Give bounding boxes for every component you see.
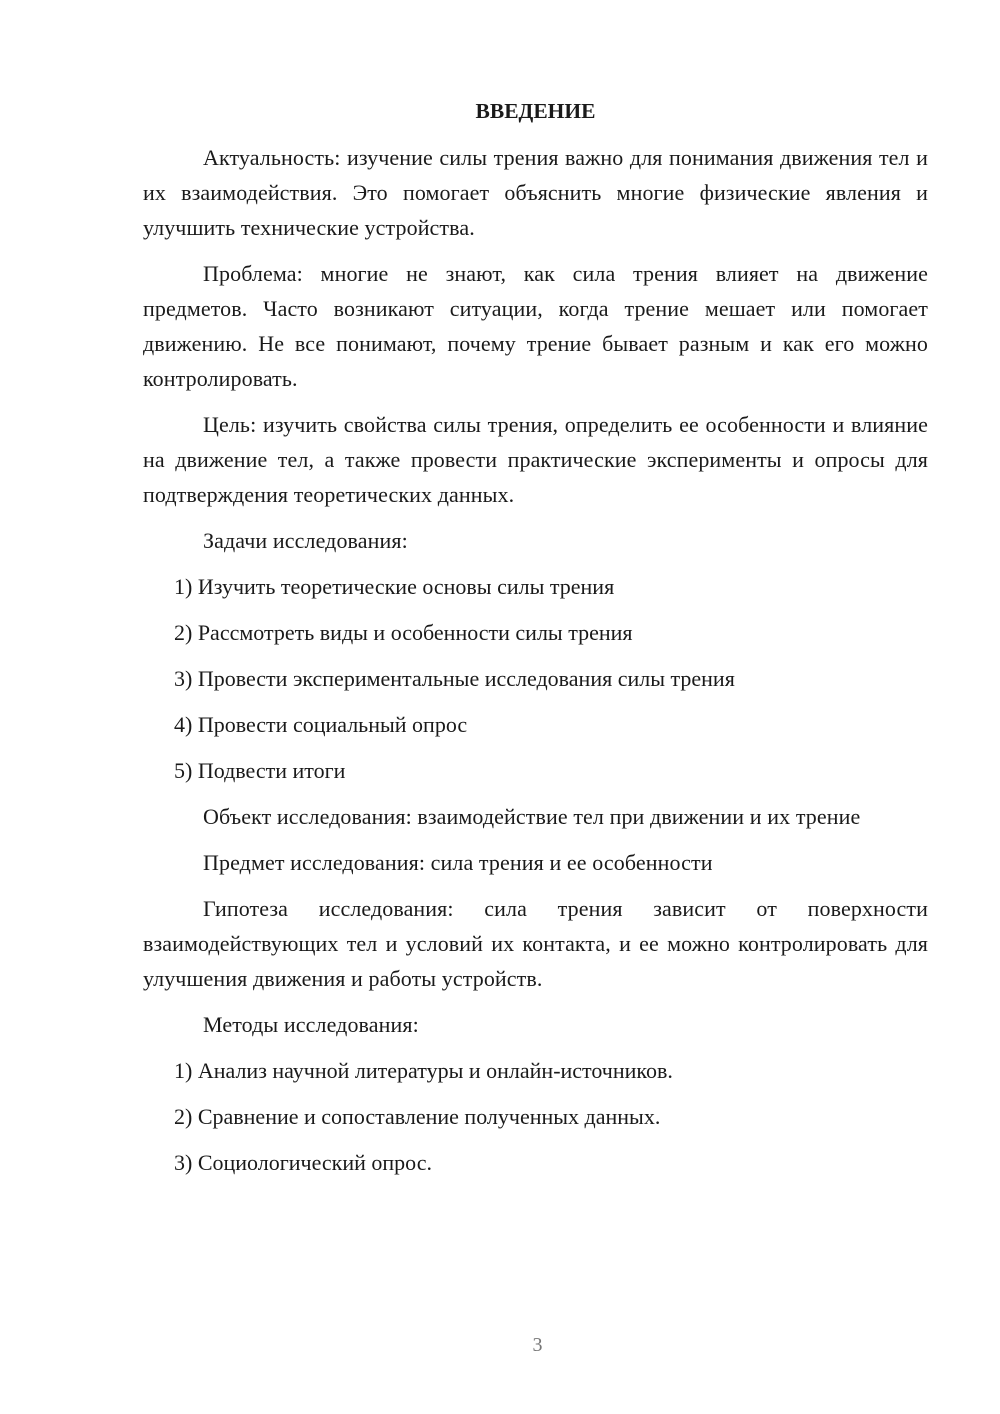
subject-paragraph: Предмет исследования: сила трения и ее особенности <box>203 850 713 875</box>
list-item: 1) Изучить теоретические основы силы трения <box>174 574 615 599</box>
list-item: 3) Провести экспериментальные исследования силы трения <box>174 666 735 691</box>
list-item: 5) Подвести итоги <box>174 758 346 783</box>
tasks-heading: Задачи исследования: <box>203 528 408 553</box>
object-paragraph: Объект исследования: взаимодействие тел при движении и их трение <box>203 804 861 829</box>
relevance-paragraph: Актуальность: изучение силы трения важно для понимания движения тел и их взаимодействия. Это помогает объяснить многие физические явления и улучшить технические устройства. <box>143 145 928 240</box>
goal-paragraph: Цель: изучить свойства силы трения, определить ее особенности и влияние на движение тел, а также провести практические эксперименты и опросы для подтверждения теоретических данных. <box>143 412 928 507</box>
page-number: 3 <box>532 1334 543 1356</box>
list-item: 2) Рассмотреть виды и особенности силы трения <box>174 620 633 645</box>
list-item: 1) Анализ научной литературы и онлайн-источников. <box>174 1058 673 1083</box>
methods-list <box>143 1053 928 1180</box>
tasks-list <box>143 569 928 788</box>
methods-heading: Методы исследования: <box>203 1012 419 1037</box>
page-content <box>143 96 928 1191</box>
list-item: 2) Сравнение и сопоставление полученных данных. <box>174 1104 661 1129</box>
list-item: 3) Социологический опрос. <box>174 1150 432 1175</box>
section-title: ВВЕДЕНИЕ <box>475 99 596 123</box>
problem-paragraph: Проблема: многие не знают, как сила трения влияет на движение предметов. Часто возникают ситуации, когда трение мешает или помогает движению. Не все понимают, почему трение бывает разным и как его можно контролировать. <box>143 261 928 391</box>
hypothesis-paragraph: Гипотеза исследования: сила трения зависит от поверхности взаимодействующих тел и условий их контакта, и ее можно контролировать для улучшения движения и работы устройств. <box>143 896 928 991</box>
list-item: 4) Провести социальный опрос <box>174 712 468 737</box>
